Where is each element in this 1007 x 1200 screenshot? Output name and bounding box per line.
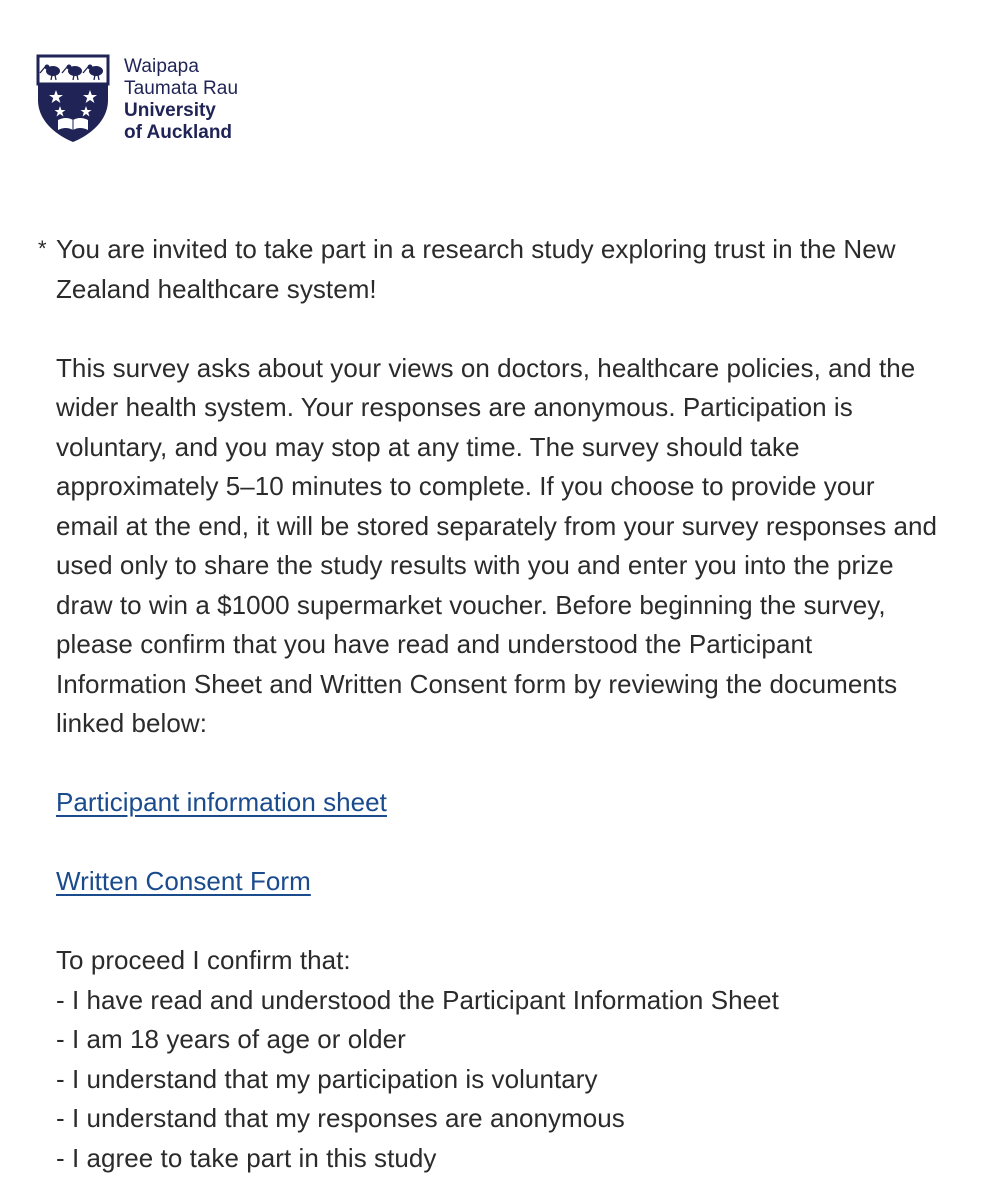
written-consent-form-link[interactable]: Written Consent Form: [56, 866, 311, 896]
consent-form-link-row: [56, 862, 938, 902]
confirm-item: - I am 18 years of age or older: [56, 1024, 406, 1054]
logo-line-waipapa: Waipapa: [124, 56, 199, 77]
logo-line-of-auckland: of Auckland: [124, 122, 233, 143]
university-crest-logo: [36, 54, 110, 144]
logo-line-taumata-rau: Taumata Rau: [124, 78, 239, 99]
confirm-item: - I understand that my participation is voluntary: [56, 1063, 598, 1094]
survey-description: This survey asks about your views on doctors, healthcare policies, and the wider health system. Your responses are anonymous. Participation is voluntary, and you may stop at any time. The survey should take approximately 5–10 minutes to complete. If you choose to provide your email at the end, it will be stored separately from your survey responses and used only to share the study results with you and enter you into the prize draw to win a $1000 supermarket voucher. Before beginning the survey, please confirm that you have read and understood the Participant Information Sheet and Written Consent form by reviewing the documents linked below:: [56, 352, 938, 738]
logo-line-university: University: [124, 100, 216, 121]
info-sheet-link-row: [56, 783, 938, 823]
university-header: [36, 54, 238, 144]
intro-text: You are invited to take part in a research study exploring trust in the New Zealand healthcare system!: [56, 234, 896, 304]
university-wordmark: [124, 56, 238, 144]
consent-question: [38, 230, 938, 1178]
question-text: [56, 230, 938, 1178]
participant-information-sheet-link[interactable]: Participant information sheet: [56, 787, 387, 817]
confirm-item: - I agree to take part in this study: [56, 1142, 437, 1173]
required-asterisk: *: [38, 236, 47, 261]
confirm-item: - I understand that my responses are anonymous: [56, 1103, 625, 1133]
confirm-heading: To proceed I confirm that:: [56, 945, 351, 975]
confirm-item: - I have read and understood the Participant Information Sheet: [56, 984, 779, 1015]
